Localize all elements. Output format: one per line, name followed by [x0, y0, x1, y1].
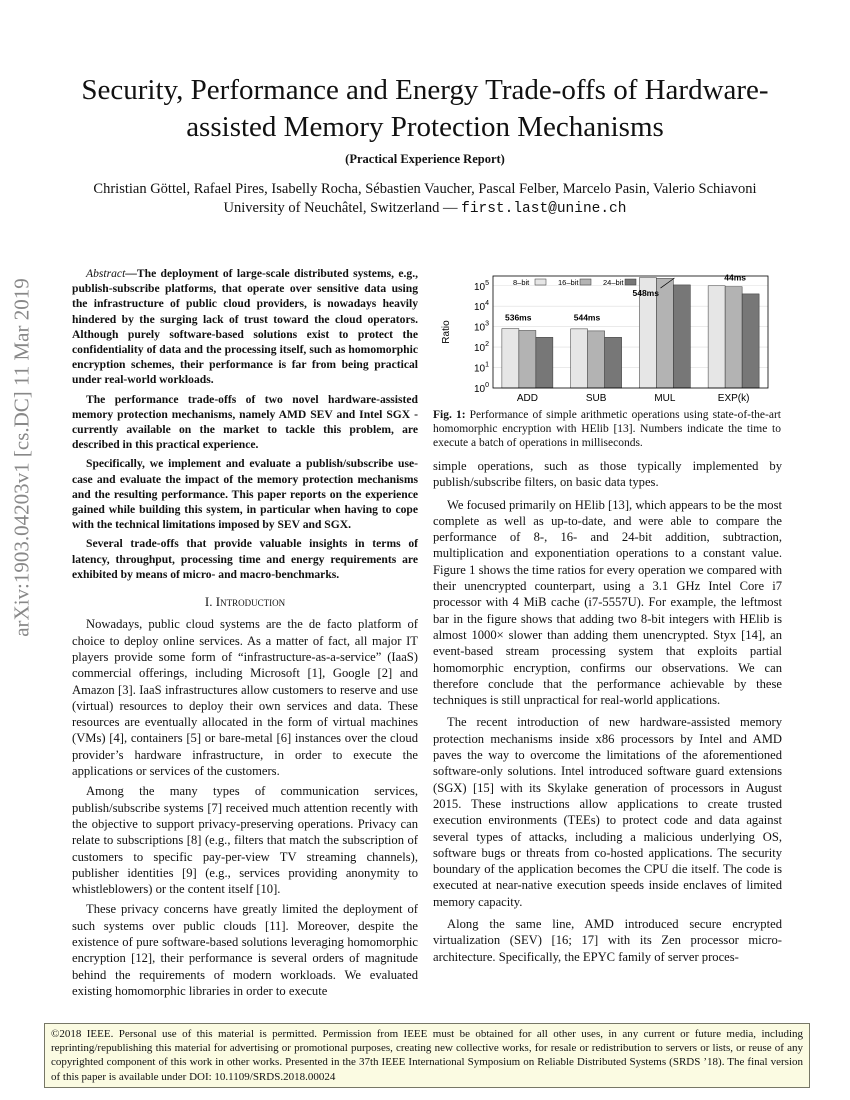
legend-label: 24–bit [603, 278, 624, 287]
x-tick-label: ADD [516, 393, 538, 404]
x-tick-label: SUB [585, 393, 607, 404]
y-tick-label: $10^2$ [473, 341, 489, 355]
abstract-label: Abstract [86, 267, 126, 280]
copyright-notice: ©2018 IEEE. Personal use of this material is permitted. Permission from IEEE must be obtained for all other uses, in any current or future media, including reprinting/republishing this material for advertising or promotional purposes, creating new collective works, for resale or redistribution to servers or lists, or reuse of any copyrighted component of this work in other works. Presented in the 37th IEEE International Symposium on Reliable Distributed Systems (SRDS ’18). The final version of this paper is available under DOI: 10.1109/SRDS.2018.00024 [44, 1023, 810, 1088]
bar [502, 329, 519, 388]
y-tick-label: $10^0$ [473, 382, 489, 395]
paragraph: simple operations, such as those typically implemented by publish/subscribe filters, on basic data types. [433, 459, 782, 490]
y-tick-label: $10^5$ [473, 279, 489, 293]
email: first.last@unine.ch [461, 201, 627, 217]
y-axis-label: Ratio [441, 320, 452, 344]
figure-caption [433, 409, 781, 450]
figure-1-chart [433, 268, 783, 408]
legend-label: 8–bit [513, 278, 530, 287]
legend-label: 16–bit [558, 278, 579, 287]
bar [519, 330, 536, 388]
bar [588, 331, 605, 388]
paragraph: Nowadays, public cloud systems are the de facto platform of choice to deploy online services. As a matter of fact, all major IT players provide some form of “infrastructure-as-a-service” (IaaS) commercial offerings, including Microsoft [1], Google [2] and Amazon [3]. IaaS infrastructures allow customers to reserve and use (virtual) resources to deploy their own services and data. These resources are eventually allocated in the form of virtual machines (VMs) [4], containers [5] or bare-metal [6] instances over the cloud provider’s hardware infrastructure, in order to execute the applications or services of the customers. [72, 617, 418, 779]
bar-annotation: 536ms [505, 312, 532, 323]
bar [536, 337, 553, 388]
bar [605, 337, 622, 388]
x-tick-label: EXP(k) [717, 393, 750, 404]
legend-swatch [535, 279, 546, 285]
author-block [40, 180, 810, 219]
legend-swatch [580, 279, 591, 285]
abstract-p2: The performance trade-offs of two novel hardware-assisted memory protection mechanisms, namely AMD SEV and Intel SGX - currently available on the market to tackle this problem, are described in this practical experience. [72, 392, 418, 452]
caption-label: Fig. 1: [433, 409, 466, 421]
section-heading: I. Introduction [204, 594, 286, 610]
x-tick-label: MUL [654, 393, 676, 404]
bar-annotation: 44ms [724, 272, 746, 283]
abstract-p1: —The deployment of large-scale distributed systems, e.g., publish-subscribe platforms, that operate over sensitive data using the infrastructure of public cloud providers, is nowadays heavily hindered by the surging lack of trust toward the cloud operators. Although purely software-based solutions exist to protect the confidentiality of data and the processing itself, such as homomorphic encryption schemes, their performance is far from being practical under real-world workloads. [72, 267, 418, 387]
affiliation [40, 199, 810, 219]
paragraph: The recent introduction of new hardware-assisted memory protection mechanisms inside x86 processors by Intel and AMD paves the way to overcome the limitations of the aforementioned software-only solutions. Intel introduced software guard extensions (SGX) [15] with its Skylake generation of processors in August 2015. These instructions allow applications to create trusted execution environments (TEEs) to protect code and data against several types of attacks, including a malicious underlying OS, software bugs or threats from co-hosted applications. The security boundary of the application becomes the CPU die itself. The code is executed at near-native execution speeds inside enclaves of limited memory capacity. [433, 715, 782, 909]
bar-annotation: 544ms [573, 312, 601, 323]
abstract [72, 266, 418, 582]
paragraph: These privacy concerns have greatly limited the deployment of such systems over public clouds [11]. Moreover, despite the existence of pure software-based solutions leveraging homomorphic encryption [12], their performance is several orders of magnitude behind the requirements of modern workloads. We evaluated existing homomorphic libraries in order to execute [72, 902, 418, 998]
authors: Christian Göttel, Rafael Pires, Isabelly Rocha, Sébastien Vaucher, Pascal Felber, Marcelo Pasin, Valerio Schiavoni [93, 181, 757, 197]
paragraph: Along the same line, AMD introduced secure encrypted virtualization (SEV) [16; 17] with its Zen processor micro-architecture. Specifically, the EPYC family of server proces- [433, 917, 782, 964]
left-column [72, 266, 418, 1003]
affiliation-text: University of Neuchâtel, Switzerland — [223, 200, 462, 216]
paragraph: Among the many types of communication services, publish/subscribe systems [7] received much attention recently with the objective to support privacy-preserving operations. Privacy can relate to subscriptions [8] (e.g., filters that match the subscription of customers to specific pay-per-view TV streaming channels), publisher identities [9] (e.g., services providing anonymity to whistleblowers) or the content itself [10]. [72, 784, 418, 897]
y-tick-label: $10^4$ [473, 300, 489, 314]
bar [725, 287, 742, 388]
abstract-p4: Several trade-offs that provide valuable insights in terms of latency, throughput, processing time and energy requirements are exhibited by means of micro- and macro-benchmarks. [72, 537, 418, 581]
bar [673, 285, 690, 388]
bar-annotation: 548ms [632, 288, 659, 299]
y-tick-label: $10^1$ [473, 361, 489, 375]
bar [742, 294, 759, 388]
paragraph: We focused primarily on HElib [13], which appears to be the most complete as well as up-to-date, and were able to compare the performance of 8-, 16- and 24-bit addition, subtraction, multiplication and exponentiation operations to a constant value. Figure 1 shows the time ratios for every operation we compared with their unencrypted counterpart, using a 3.1 GHz Intel Core i7 processor with 4 MiB cache (i7-5557U). For example, the leftmost bar in the figure shows that adding two 8-bit integers with HElib is almost 1000× slower than adding them unencrypted. Styx [14], an event-based stream processing system that exploits partial homomorphic encryption, confirms our observations. We can therefore conclude that the performance achievable by these techniques is still unpractical for real-world applications. [433, 497, 782, 708]
bar [571, 329, 588, 388]
paper-subtitle: (Practical Experience Report) [345, 152, 505, 166]
legend-swatch [625, 279, 636, 285]
right-column [433, 458, 782, 971]
paper-title: Security, Performance and Energy Trade-offs of Hardware-assisted Memory Protection Mechanisms [81, 74, 769, 143]
bar [708, 286, 725, 388]
y-tick-label: $10^3$ [473, 320, 489, 334]
arxiv-stamp: arXiv:1903.04203v1 [cs.DC] 11 Mar 2019 [9, 278, 34, 637]
caption-text: Performance of simple arithmetic operations using state-of-the-art homomorphic encryption with HElib [13]. Numbers indicate the time to execute a batch of operations in milliseconds. [433, 409, 781, 449]
abstract-p3: Specifically, we implement and evaluate a publish/subscribe use-case and evaluate the impact of the memory protection mechanisms and the resulting performance. This paper reports on the experience gained while building this system, in particular when having to cope with the technical limitations imposed by SEV and SGX. [72, 457, 418, 532]
